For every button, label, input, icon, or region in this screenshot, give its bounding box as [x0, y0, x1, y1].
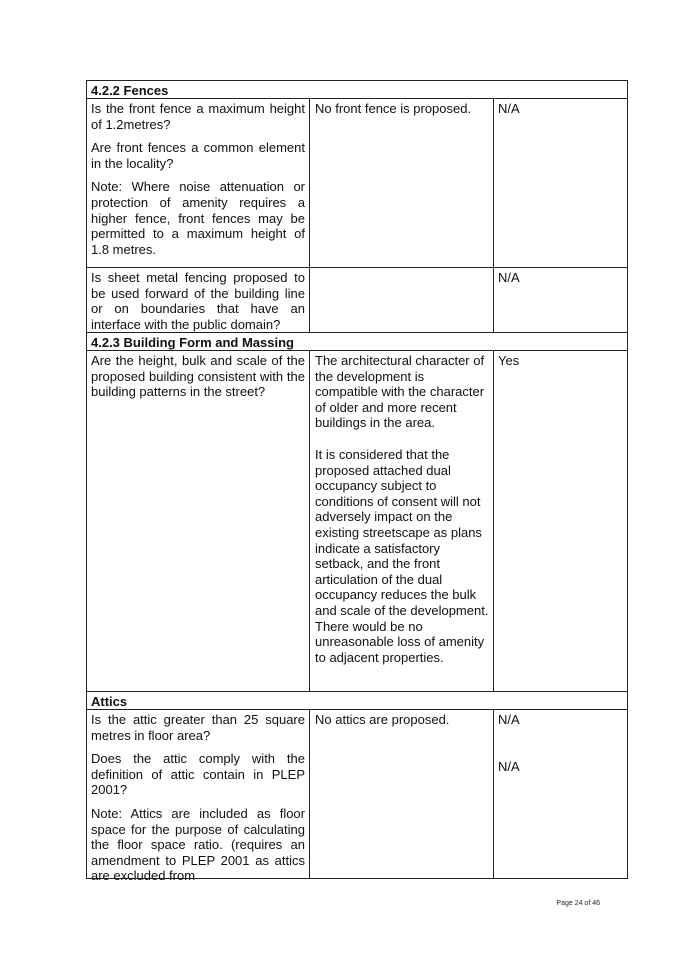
- question-text: Are the height, bulk and scale of the proposed building consistent with the building patterns in the street?: [91, 353, 305, 400]
- compliance-value: Yes: [498, 353, 520, 368]
- table-row: [87, 268, 627, 333]
- question-text: Does the attic comply with the definition of attic contain in PLEP 2001?: [91, 751, 305, 798]
- question-cell: [87, 268, 310, 332]
- assessment-table: [86, 80, 628, 884]
- comment-cell: [310, 710, 494, 878]
- comment-text: The architectural character of the development is compatible with the character of older and more recent buildings in the area.: [315, 353, 485, 431]
- comment-text: It is considered that the proposed attached dual occupancy subject to conditions of consent will not adversely impact on the existing streetscape as plans indicate a satisfactory setback, and the front articulation of the dual occupancy reduces the bulk and scale of the development. There would be no unreasonable loss of amenity to adjacent properties.: [315, 446, 489, 665]
- question-cell: [87, 99, 310, 267]
- question-text: Is sheet metal fencing proposed to be used forward of the building line or on boundaries that have an interface with the public domain?: [91, 270, 305, 332]
- page-number: Page 24 of 46: [556, 900, 600, 907]
- question-text: Are front fences a common element in the locality?: [91, 140, 305, 171]
- table-row: [87, 351, 627, 692]
- compliance-cell: [494, 99, 627, 267]
- question-cell: [87, 710, 310, 884]
- question-text: Is the attic greater than 25 square metres in floor area?: [91, 712, 305, 743]
- compliance-cell: [494, 710, 627, 878]
- note-text: Note: Attics are included as floor space for the purpose of calculating the floor space ratio. (requires an amendment to PLEP 2001 as attics are excluded from: [91, 805, 305, 884]
- table-row: [87, 99, 627, 268]
- section-heading-fences: 4.2.2 Fences: [87, 81, 627, 99]
- compliance-value: N/A: [498, 758, 520, 774]
- table-row: [87, 710, 627, 884]
- comment-text: No attics are proposed.: [315, 712, 450, 727]
- compliance-value: N/A: [498, 101, 520, 116]
- section-heading-attics: Attics: [87, 692, 627, 710]
- compliance-value: N/A: [498, 270, 520, 285]
- question-text: Is the front fence a maximum height of 1.2metres?: [91, 101, 305, 132]
- comment-cell: [310, 351, 494, 691]
- section-heading-building-form: 4.2.3 Building Form and Massing: [87, 333, 627, 351]
- note-text: Note: Where noise attenuation or protection of amenity requires a higher fence, front fences may be permitted to a maximum height of 1.8 metres.: [91, 179, 305, 257]
- compliance-cell: [494, 268, 627, 332]
- question-cell: [87, 351, 310, 691]
- compliance-value: N/A: [498, 712, 520, 727]
- comment-cell: [310, 99, 494, 267]
- comment-cell: [310, 268, 494, 332]
- compliance-cell: [494, 351, 627, 691]
- comment-text: No front fence is proposed.: [315, 101, 472, 116]
